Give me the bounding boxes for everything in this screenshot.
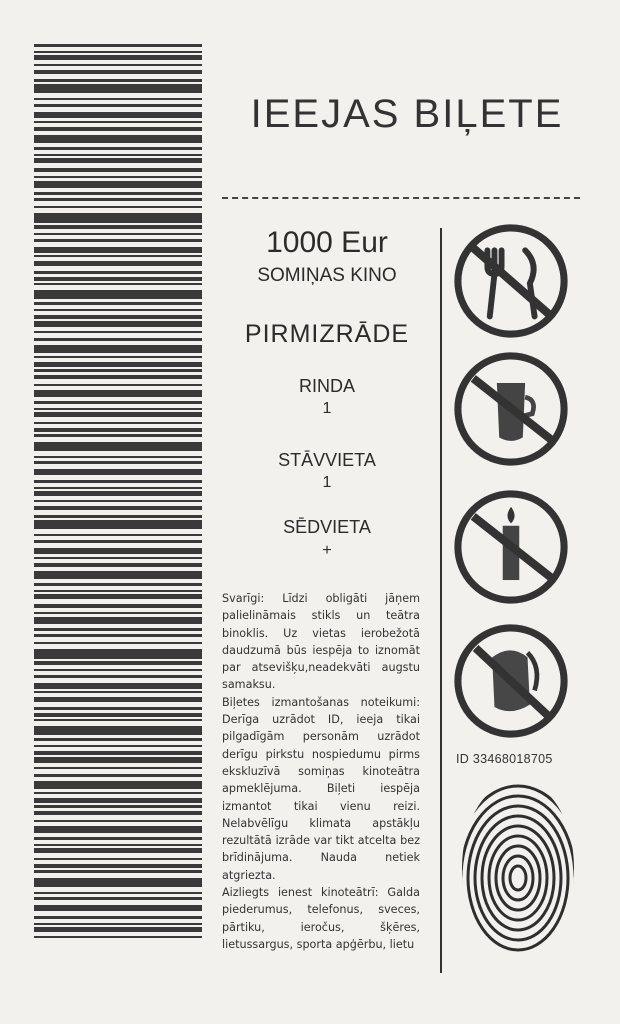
barcode-bar bbox=[34, 104, 202, 107]
barcode-bar bbox=[34, 916, 202, 919]
barcode-bar bbox=[34, 811, 202, 815]
barcode-bar bbox=[34, 583, 202, 586]
barcode-bar bbox=[34, 239, 202, 242]
barcode-bar bbox=[34, 51, 202, 53]
barcode-bar bbox=[34, 669, 202, 671]
barcode-bar bbox=[34, 500, 202, 502]
barcode-bar bbox=[34, 563, 202, 567]
barcode-bar bbox=[34, 798, 202, 803]
barcode-bar bbox=[34, 844, 202, 846]
barcode-bar bbox=[34, 767, 202, 769]
barcode-bar bbox=[34, 757, 202, 763]
barcode-bar bbox=[34, 726, 202, 735]
barcode-bar bbox=[34, 820, 202, 822]
barcode-bar bbox=[34, 198, 202, 201]
barcode-bar bbox=[34, 44, 202, 47]
barcode-bar bbox=[34, 271, 202, 274]
barcode-bar bbox=[34, 121, 202, 123]
barcode-bar bbox=[34, 713, 202, 717]
barcode-bar bbox=[34, 225, 202, 229]
barcode-bar bbox=[34, 401, 202, 404]
notes-prohibited: Aizliegts ienest kinoteātrī: Galda piederumus, telefonus, sveces, pārtiku, ieročus, šķēres, lietussargus, sporta apģērbu, lietu bbox=[222, 886, 420, 951]
barcode-bar bbox=[34, 520, 202, 529]
barcode-bar bbox=[34, 487, 202, 489]
barcode-bar bbox=[34, 719, 202, 721]
barcode-bar bbox=[34, 375, 202, 379]
barcode-bar bbox=[34, 837, 202, 840]
barcode-bar bbox=[34, 233, 202, 235]
barcode-bar bbox=[34, 927, 202, 932]
barcode-bar bbox=[34, 805, 202, 808]
barcode-bar bbox=[34, 617, 202, 624]
notes-important: Svarīgi: Līdzi obligāti jāņem palielināmais stikls un teātra binoklis. Uz vietas ierobežotā daudzumā būs iespēja to iznomāt par atsevišķu,neadekvāti augstu samaksu. bbox=[222, 592, 420, 692]
barcode-bar bbox=[34, 206, 202, 208]
barcode-bar bbox=[34, 309, 202, 311]
barcode-bar bbox=[34, 356, 202, 358]
barcode-bar bbox=[34, 649, 202, 659]
barcode-bar bbox=[34, 408, 202, 410]
barcode-bar bbox=[34, 127, 202, 131]
barcode-bar bbox=[34, 283, 202, 285]
barcode-bar bbox=[34, 540, 202, 543]
barcode-bar bbox=[34, 634, 202, 637]
barcode-bar bbox=[34, 557, 202, 559]
barcode-bar bbox=[34, 480, 202, 483]
barcode-bar bbox=[34, 338, 202, 341]
barcode-bar bbox=[34, 534, 202, 536]
ticket-notes bbox=[222, 590, 420, 953]
barcode-bar bbox=[34, 362, 202, 367]
barcode-bar bbox=[34, 774, 202, 777]
barcode-bar bbox=[34, 176, 202, 178]
barcode-bar bbox=[34, 434, 202, 437]
barcode-bar bbox=[34, 897, 202, 900]
barcode-bar bbox=[34, 315, 202, 319]
barcode-bar bbox=[34, 98, 202, 100]
barcode-bar bbox=[34, 745, 202, 747]
barcode-bar bbox=[34, 345, 202, 353]
barcode-bar bbox=[34, 661, 202, 665]
barcode-bar bbox=[34, 848, 202, 853]
barcode-bar bbox=[34, 147, 202, 150]
barcode-bar bbox=[34, 792, 202, 794]
barcode-bar bbox=[34, 461, 202, 464]
barcode-bar bbox=[34, 412, 202, 417]
barcode-bar bbox=[34, 675, 202, 678]
no-food-icon bbox=[452, 622, 570, 740]
standing-label: STĀVVIETA bbox=[278, 450, 376, 470]
barcode-bar bbox=[34, 751, 202, 755]
barcode-bar bbox=[34, 892, 202, 894]
barcode-bar bbox=[34, 604, 202, 608]
barcode-bar bbox=[34, 864, 202, 868]
barcode bbox=[34, 44, 202, 944]
barcode-bar bbox=[34, 590, 202, 592]
row-value: 1 bbox=[322, 400, 332, 417]
barcode-bar bbox=[34, 84, 202, 93]
barcode-bar bbox=[34, 79, 202, 82]
barcode-bar bbox=[34, 612, 202, 614]
barcode-bar bbox=[34, 192, 202, 195]
seat-value: + bbox=[322, 542, 332, 559]
barcode-bar bbox=[34, 369, 202, 372]
event-name: PIRMIZRĀDE bbox=[244, 320, 410, 348]
barcode-bar bbox=[34, 506, 202, 510]
row-label: RINDA bbox=[298, 376, 355, 396]
barcode-bar bbox=[34, 64, 202, 66]
ticket-title: IEEJAS BIĻETE bbox=[250, 92, 564, 136]
barcode-bar bbox=[34, 697, 202, 702]
standing-value: 1 bbox=[322, 474, 332, 491]
barcode-bar bbox=[34, 515, 202, 518]
barcode-bar bbox=[34, 154, 202, 156]
no-drinks-icon bbox=[452, 350, 570, 468]
barcode-bar bbox=[34, 491, 202, 496]
cinema-name: SOMIŅAS KINO bbox=[257, 265, 397, 286]
vertical-divider bbox=[440, 228, 442, 973]
ticket-id: ID 33468018705 bbox=[456, 752, 553, 766]
barcode-bar bbox=[34, 442, 202, 451]
barcode-bar bbox=[34, 870, 202, 873]
barcode-bar bbox=[34, 905, 202, 911]
barcode-bar bbox=[34, 70, 202, 74]
barcode-bar bbox=[34, 261, 202, 266]
barcode-bar bbox=[34, 181, 202, 188]
barcode-bar bbox=[34, 878, 202, 887]
seat-label: SĒDVIETA bbox=[283, 517, 371, 537]
no-cutlery-icon bbox=[452, 222, 570, 340]
barcode-bar bbox=[34, 642, 202, 644]
barcode-bar bbox=[34, 628, 202, 631]
barcode-bar bbox=[34, 158, 202, 163]
barcode-bar bbox=[34, 571, 202, 579]
barcode-bar bbox=[34, 826, 202, 833]
no-candles-icon bbox=[452, 488, 570, 606]
barcode-bar bbox=[34, 469, 202, 475]
barcode-bar bbox=[34, 858, 202, 860]
barcode-bar bbox=[34, 594, 202, 599]
barcode-bar bbox=[34, 738, 202, 741]
notes-rules: Biļetes izmantošanas noteikumi: Derīga uzrādot ID, ieeja tikai pilgadīgām personām uzrādot derīgu pirkstu nospiedumu pirms ekskluzīvā somiņas kinoteātra apmeklējuma. Biļeti iespēja izmantot tikai vienu reizi. Nelabvēlīgu klimata apstākļu rezultātā izrāde var tikt atcelta bez brīdinājuma. Nauda netiek atgriezta. bbox=[222, 695, 420, 882]
title-divider bbox=[222, 197, 580, 199]
barcode-bar bbox=[34, 168, 202, 172]
barcode-bar bbox=[34, 321, 202, 327]
barcode-bar bbox=[34, 135, 202, 143]
barcode-bar bbox=[34, 428, 202, 432]
barcode-bar bbox=[34, 277, 202, 281]
barcode-bar bbox=[34, 683, 202, 689]
barcode-bar bbox=[34, 384, 202, 386]
barcode-bar bbox=[34, 548, 202, 554]
barcode-bar bbox=[34, 936, 202, 938]
fingerprint-icon bbox=[460, 778, 576, 958]
barcode-bar bbox=[34, 923, 202, 925]
barcode-bar bbox=[34, 707, 202, 710]
barcode-bar bbox=[34, 112, 202, 118]
barcode-bar bbox=[34, 422, 202, 424]
barcode-bar bbox=[34, 691, 202, 693]
barcode-bar bbox=[34, 331, 202, 333]
barcode-bar bbox=[34, 213, 202, 223]
ticket-price: 1000 Eur bbox=[266, 226, 388, 259]
barcode-bar bbox=[34, 456, 202, 458]
barcode-bar bbox=[34, 247, 202, 253]
barcode-bar bbox=[34, 55, 202, 60]
barcode-bar bbox=[34, 302, 202, 305]
barcode-bar bbox=[34, 290, 202, 299]
barcode-bar bbox=[34, 390, 202, 397]
barcode-bar bbox=[34, 781, 202, 789]
barcode-bar bbox=[34, 255, 202, 257]
